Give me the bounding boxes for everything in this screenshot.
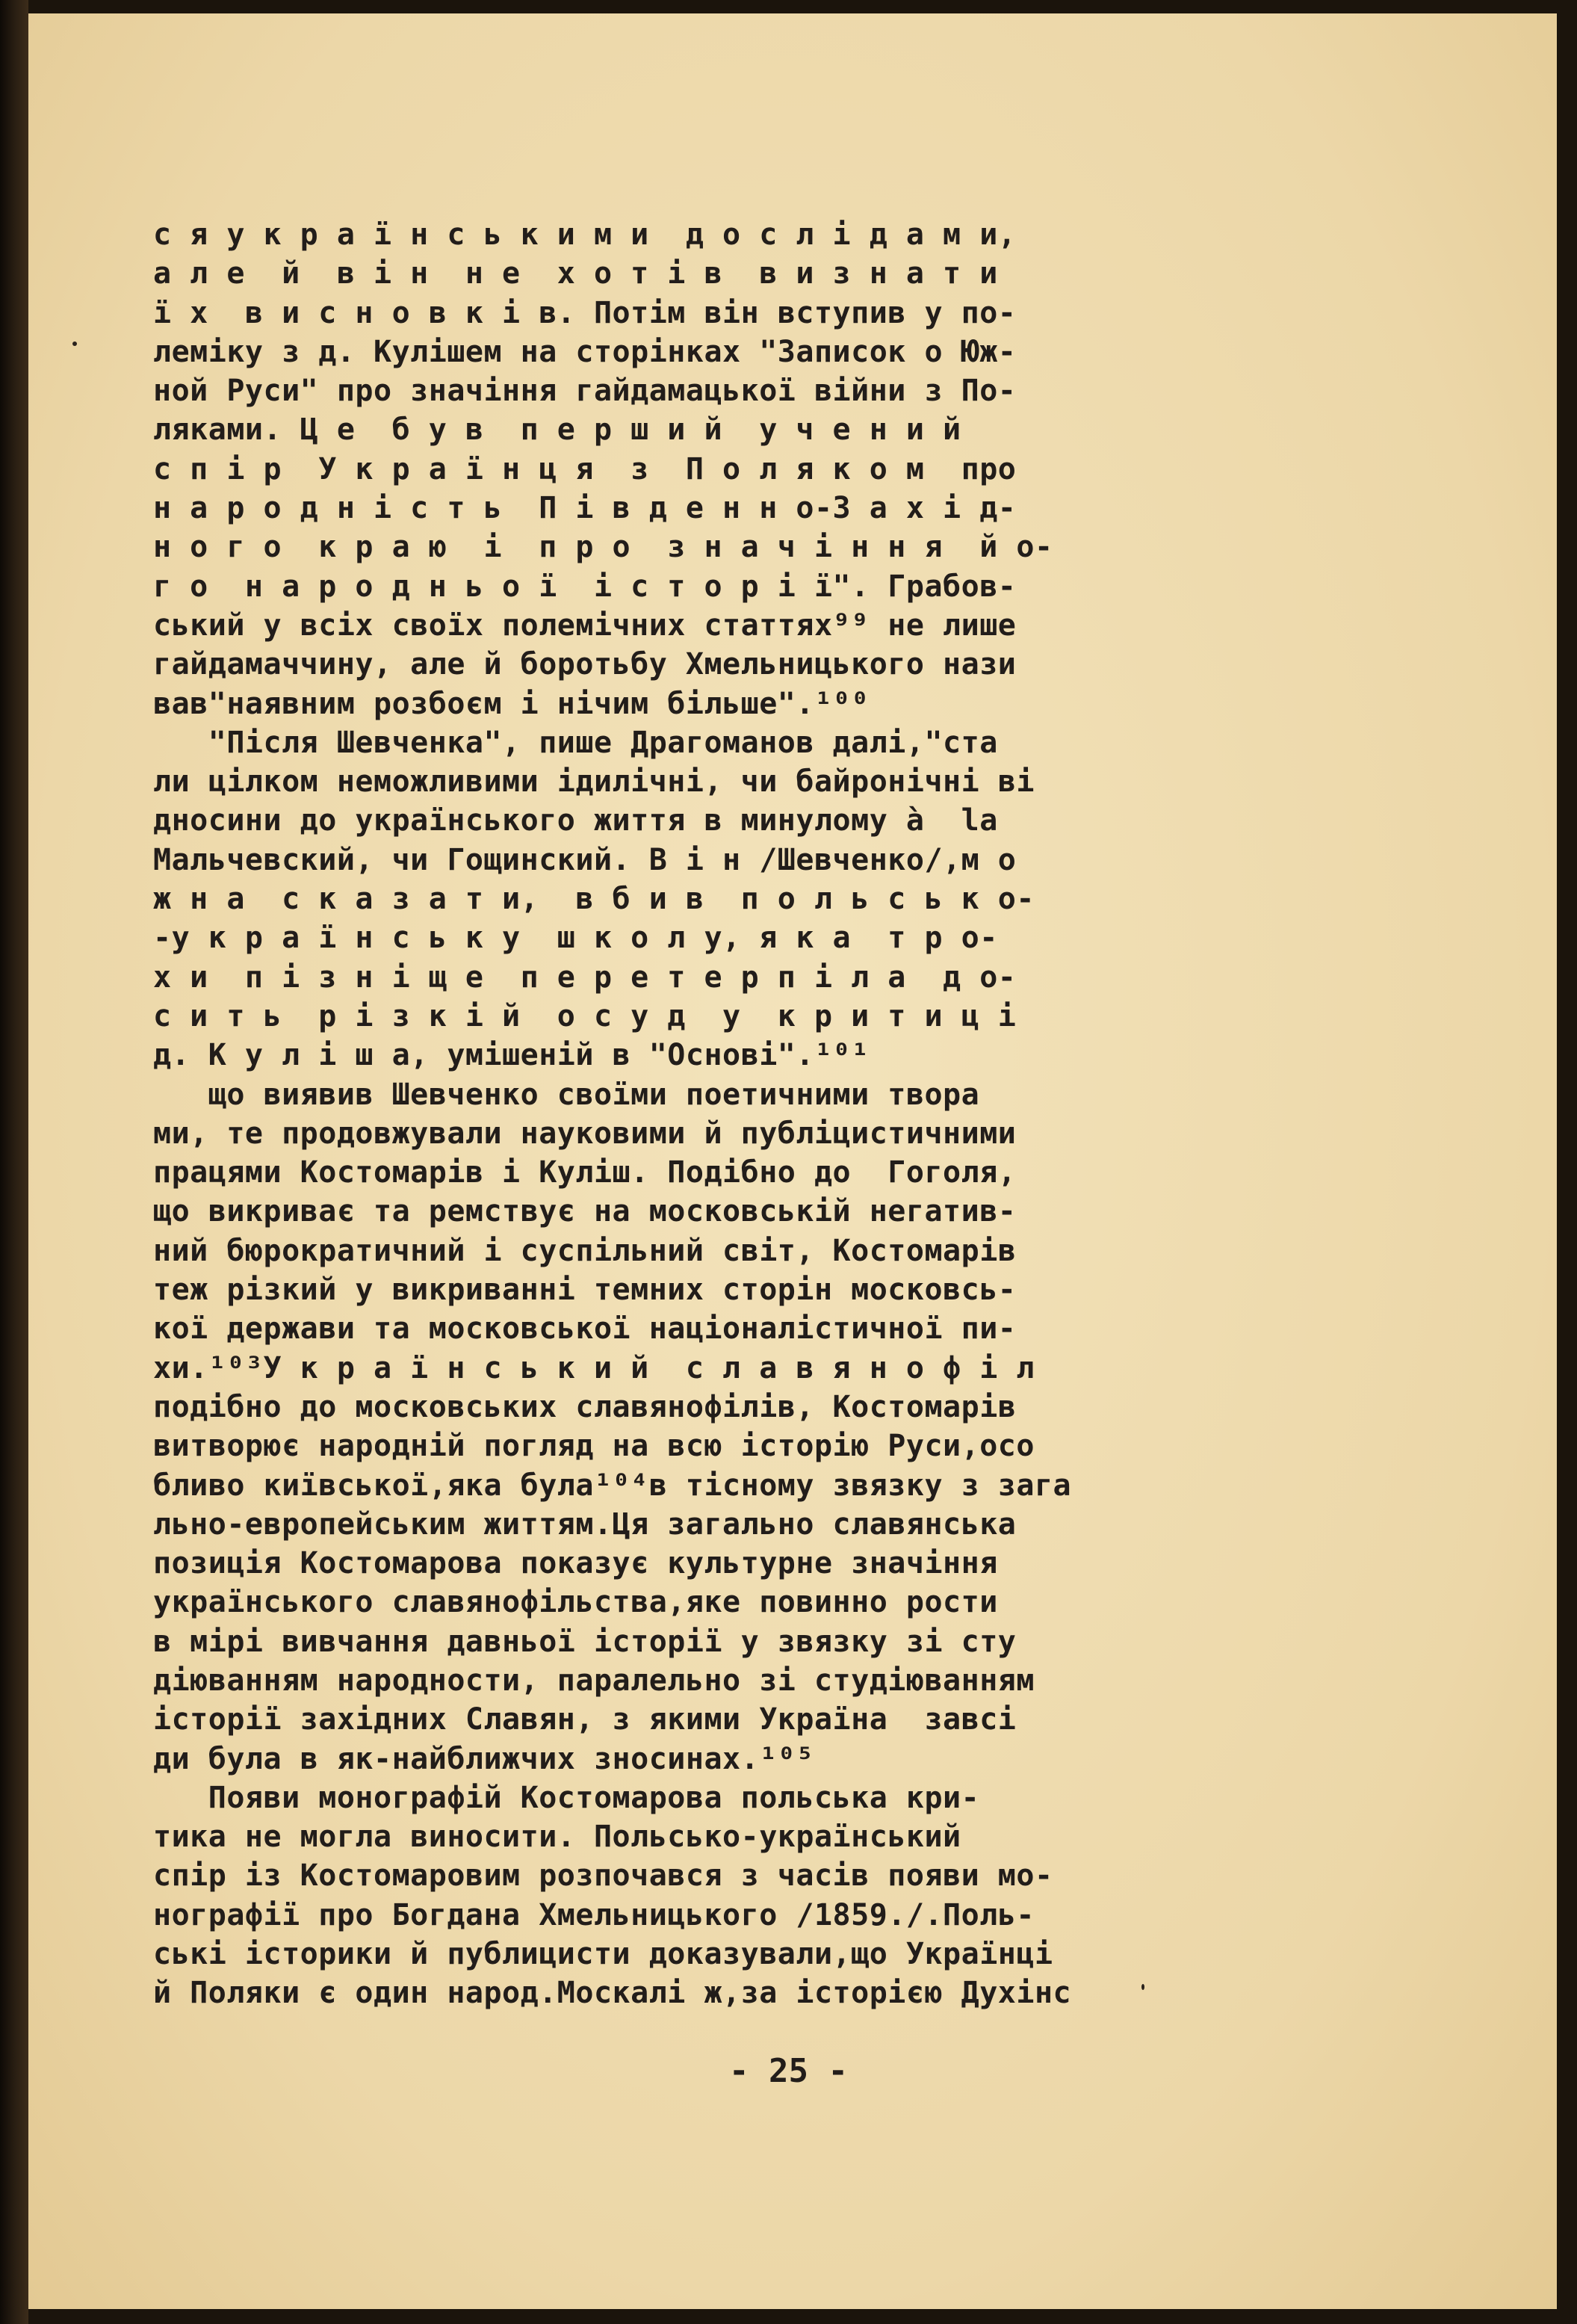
text-line: х и п і з н і щ е п е р е т е р п і л а д о- (153, 959, 1017, 995)
paper-speck (72, 342, 77, 346)
text-line: а л е й в і н н е х о т і в в и з н а т и (153, 256, 998, 291)
text-line: гайдамаччину, але й боротьбу Хмельницького нази (153, 647, 1017, 682)
text-line: "Після Шевченка", пише Драгоманов далі,"ста (153, 725, 998, 760)
text-line: нографії про Богдана Хмельницького /1859./.Поль- (153, 1897, 1035, 1932)
book-binding-edge (0, 0, 28, 2324)
text-line: що викриває та ремствує на московській негатив- (153, 1194, 1017, 1229)
text-line: й Поляки є один народ.Москалі ж,за історією Духінс (153, 1976, 1072, 2011)
text-line: н а р о д н і с т ь П і в д е н н о-З а х і д- (153, 491, 1017, 526)
text-line: ли цілком неможливими ідилічні, чи байронічні ві (153, 764, 1035, 800)
text-line: ний бюрократичний і суспільний світ, Костомарів (153, 1233, 1017, 1268)
text-line: ной Руси" про значіння гайдамацької війни з По- (153, 374, 1017, 409)
text-line: с п і р У к р а ї н ц я з П о л я к о м про (153, 451, 1017, 486)
text-line: ський у всіх своїх полемічних статтях⁹⁹ не лише (153, 608, 1017, 643)
page-number: - 25 - (729, 2052, 848, 2090)
text-line: українського славянофільства,яке повинно рости (153, 1585, 998, 1620)
text-line: леміку з д. Кулішем на сторінках "Записок о Юж- (153, 334, 1017, 369)
text-line: теж різкий у викриванні темних сторін московсь- (153, 1273, 1017, 1308)
text-line: подібно до московських славянофілів, Костомарів (153, 1389, 1017, 1424)
text-line: д. К у л і ш а, умішеній в "Основі".¹⁰¹ (153, 1038, 870, 1073)
text-line: спір із Костомаровим розпочався з часів появи мо- (153, 1858, 1053, 1894)
text-line: тика не могла виносити. Польсько-український (153, 1820, 961, 1855)
text-line: г о н а р о д н ь о ї і с т о р і ї". Грабов- (153, 569, 1017, 604)
text-line: бливо київської,яка була¹⁰⁴в тісному звязку з зага (153, 1468, 1072, 1503)
text-line: ї х в и с н о в к і в. Потім він вступив у по- (153, 295, 1017, 330)
text-line: -у к р а ї н с ь к у ш к о л у, я к а т р о- (153, 921, 998, 956)
text-line: історії західних Славян, з якими Україна завсі (153, 1702, 1017, 1737)
text-line: в мірі вивчання давньої історії у звязку зі сту (153, 1624, 1017, 1659)
text-line: с я у к р а ї н с ь к и м и д о с л і д а м и, (153, 217, 1017, 252)
text-line: н о г о к р а ю і п р о з н а ч і н н я й о- (153, 530, 1053, 565)
text-line: хи.¹⁰³У к р а ї н с ь к и й с л а в я н о ф і л (153, 1350, 1035, 1385)
text-line: с и т ь р і з к і й о с у д у к р и т и ц і (153, 998, 1017, 1033)
text-line: льно-европейським життям.Ця загально славянська (153, 1506, 1017, 1542)
text-line: ж н а с к а з а т и, в б и в п о л ь с ь к о- (153, 882, 1035, 917)
text-line: працями Костомарів і Куліш. Подібно до Гоголя, (153, 1155, 1017, 1190)
text-line: ляками. Ц е б у в п е р ш и й у ч е н и й (153, 412, 961, 448)
text-line: витворює народній погляд на всю історію Руси,осо (153, 1429, 1035, 1464)
text-line: ми, те продовжували науковими й публіцистичними (153, 1116, 1017, 1151)
text-line: кої держави та московської націоналістичної пи- (153, 1311, 1017, 1347)
text-line: вав"наявним розбоєм і нічим більше".¹⁰⁰ (153, 686, 870, 721)
text-line: ські історики й публицисти доказували,що Українці (153, 1937, 1053, 1972)
text-line: позиція Костомарова показує культурне значіння (153, 1546, 998, 1581)
text-line: діюванням народности, паралельно зі студіюванням (153, 1663, 1035, 1698)
typewritten-text (153, 215, 1319, 2013)
text-line: що виявив Шевченко своїми поетичними твора (153, 1077, 980, 1112)
text-line: Появи монографій Костомарова польська кри- (153, 1780, 980, 1815)
text-line: Мальчевский, чи Гощинский. В і н /Шевченко/,м о (153, 842, 1017, 877)
text-line: дносини до українського життя в минулому à la (153, 803, 998, 838)
text-line: ди була в як-найближчих зносинах.¹⁰⁵ (153, 1741, 814, 1776)
